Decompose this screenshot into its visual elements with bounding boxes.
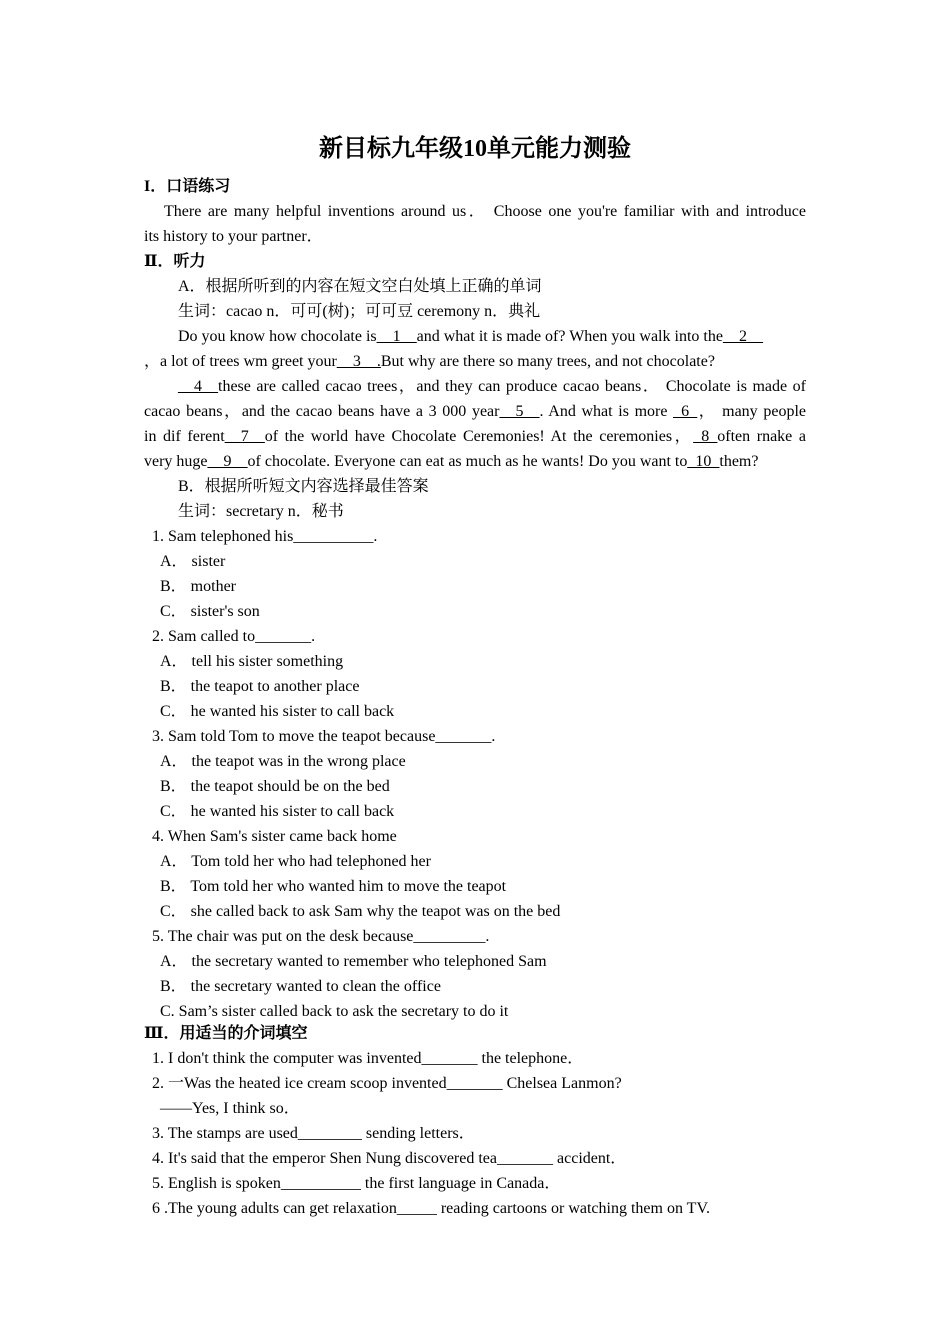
passage-text: of the world have Chocolate Ceremonies! At the ceremonies，	[264, 428, 694, 445]
part-b-vocab: 生词：secretary n．秘书	[178, 503, 344, 520]
fill-item-2-reply: ——Yes, I think so．	[160, 1100, 300, 1117]
section-3-heading: Ⅲ．用适当的介词填空	[144, 1025, 308, 1042]
question-4: 4. When Sam's sister came back home	[152, 828, 397, 845]
question-3: 3. Sam told Tom to move the teapot because_______.	[152, 728, 496, 745]
question-5-option-b: B． the secretary wanted to clean the office	[160, 978, 441, 995]
fill-item-3: 3. The stamps are used________ sending letters．	[152, 1125, 475, 1142]
passage-line-3	[178, 374, 806, 399]
passage-text: them?	[719, 453, 759, 470]
question-4-option-b: B． Tom told her who wanted him to move the teapot	[160, 878, 507, 895]
question-5-option-c: C. Sam’s sister called back to ask the secretary to do it	[160, 1003, 509, 1020]
question-3-option-c: C． he wanted his sister to call back	[160, 803, 395, 820]
fill-item-2: 2. 一Was the heated ice cream scoop invented_______ Chelsea Lanmon?	[152, 1075, 622, 1092]
blank-6: _6_	[673, 403, 698, 420]
passage-text: and what it is made of? When you walk into the	[416, 328, 723, 345]
passage-text: But why are there so many trees, and not chocolate?	[380, 353, 715, 370]
passage-line-4	[144, 399, 806, 424]
blank-4: __4__	[178, 378, 218, 395]
passage-text: Do you know how chocolate is	[178, 328, 377, 345]
section-1-heading: I．口语练习	[144, 178, 231, 195]
fill-item-4: 4. It's said that the emperor Shen Nung discovered tea_______ accident．	[152, 1150, 627, 1167]
fill-item-5: 5. English is spoken__________ the first language in Canada．	[152, 1175, 561, 1192]
passage-text: very huge	[144, 453, 208, 470]
question-1: 1. Sam telephoned his__________.	[152, 528, 378, 545]
question-2-option-b: B． the teapot to another place	[160, 678, 360, 695]
question-1-option-b: B． mother	[160, 578, 236, 595]
passage-text: . And what is more	[539, 403, 668, 420]
blank-7: __7__	[224, 428, 265, 445]
question-4-option-a: A． Tom told her who had telephoned her	[160, 853, 431, 870]
blank-3: __3__.	[336, 353, 381, 370]
passage-text: ，a lot of trees wm greet your	[144, 353, 337, 370]
question-4-option-c: C． she called back to ask Sam why the teapot was on the bed	[160, 903, 561, 920]
passage-line-6	[144, 449, 806, 474]
page-title: 新目标九年级10单元能力测验	[319, 136, 631, 162]
question-2-option-c: C． he wanted his sister to call back	[160, 703, 395, 720]
blank-2: __2__	[722, 328, 763, 345]
passage-text: cacao beans，and the cacao beans have a 3 000 year	[144, 403, 500, 420]
blank-5: __5__	[499, 403, 540, 420]
question-2: 2. Sam called to_______.	[152, 628, 316, 645]
question-3-option-b: B． the teapot should be on the bed	[160, 778, 390, 795]
section-2-heading: Ⅱ．听力	[144, 253, 206, 270]
question-2-option-a: A． tell his sister something	[160, 653, 344, 670]
blank-1: __1__	[376, 328, 417, 345]
question-5: 5. The chair was put on the desk because_________.	[152, 928, 490, 945]
fill-item-1: 1. I don't think the computer was invented_______ the telephone．	[152, 1050, 584, 1067]
passage-line-5	[144, 424, 806, 449]
passage-text: often rnake a	[717, 428, 806, 445]
passage-text: in dif ferent	[144, 428, 225, 445]
passage-text: ， many people	[697, 403, 806, 420]
blank-10: _10_	[687, 453, 720, 470]
fill-item-6: 6 .The young adults can get relaxation_____ reading cartoons or watching them on TV.	[152, 1200, 710, 1217]
section-1-text-line-1: There are many helpful inventions around us． Choose one you're familiar with and introduce	[164, 203, 806, 220]
question-1-option-c: C． sister's son	[160, 603, 260, 620]
part-a-vocab: 生词：cacao n．可可(树)；可可豆 ceremony n．典礼	[178, 303, 541, 320]
question-1-option-a: A． sister	[160, 553, 226, 570]
blank-8: _8_	[693, 428, 718, 445]
blank-9: __9__	[207, 453, 248, 470]
part-a-title: A．根据所听到的内容在短文空白处填上正确的单词	[178, 278, 542, 295]
passage-text: these are called cacao trees，and they can produce cacao beans． Chocolate is made of	[218, 378, 806, 395]
passage-text: of chocolate. Everyone can eat as much as he wants! Do you want to	[247, 453, 688, 470]
section-1-text-line-2: its history to your partner．	[144, 228, 323, 245]
question-5-option-a: A． the secretary wanted to remember who telephoned Sam	[160, 953, 547, 970]
passage-line-2	[144, 349, 806, 374]
passage-line-1	[178, 324, 806, 349]
question-3-option-a: A． the teapot was in the wrong place	[160, 753, 406, 770]
part-b-title: B．根据所听短文内容选择最佳答案	[178, 478, 429, 495]
